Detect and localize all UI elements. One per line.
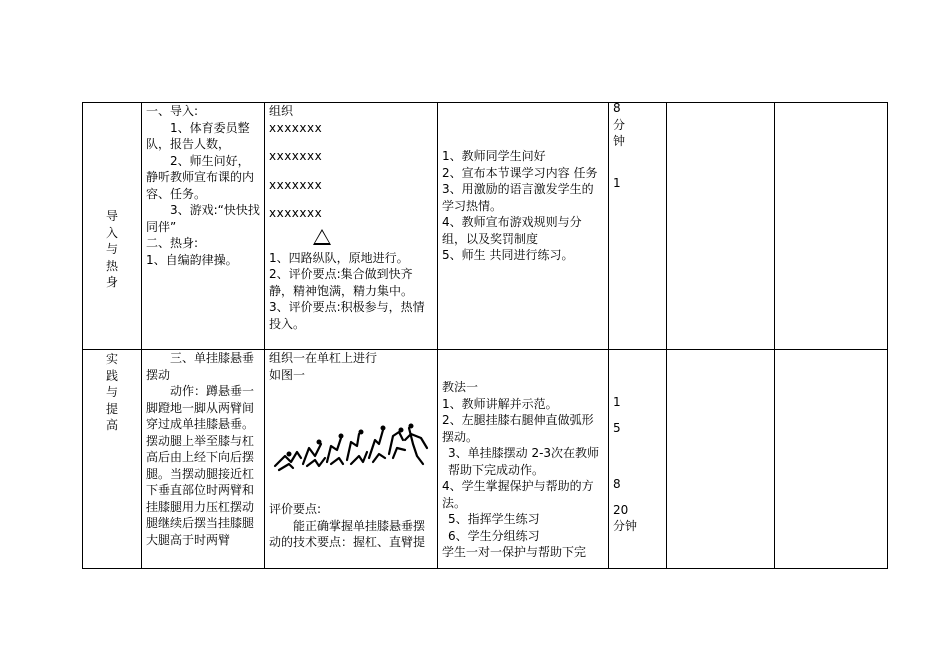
time-text: 8 bbox=[613, 102, 621, 115]
method-item: 2、宣布本节课学习内容 任务 bbox=[442, 165, 598, 180]
section-char: 高 bbox=[105, 418, 118, 432]
method-item: 3、单挂膝摆动 2-3次在教师帮助下完成动作。 bbox=[448, 446, 600, 477]
section-char: 践 bbox=[105, 368, 118, 383]
method-item: 4、教师宣布游戏规则与分组，以及奖罚制度 bbox=[442, 215, 582, 246]
method-item: 6、学生分组练习 bbox=[448, 528, 540, 543]
section-char: 与 bbox=[105, 385, 118, 399]
section-char: 导 bbox=[105, 209, 118, 223]
empty-cell bbox=[666, 102, 774, 349]
count-text: 8 bbox=[613, 477, 621, 491]
empty-cell bbox=[774, 349, 888, 569]
section-char: 提 bbox=[105, 401, 118, 416]
count-text: 1 bbox=[613, 395, 621, 409]
org-title: 组织一在单杠上进行 bbox=[269, 351, 378, 365]
section-char: 身 bbox=[105, 275, 118, 289]
content-item: 2、师生问好，静听教师宣布课的内容、任务。 bbox=[146, 153, 255, 201]
method-item: 学生一对一保护与帮助下完 bbox=[442, 545, 587, 559]
time-text: 分钟 bbox=[613, 519, 638, 533]
empty-cell bbox=[774, 102, 888, 349]
gymnast-sequence-figure bbox=[271, 404, 431, 482]
time-text: 20 bbox=[613, 502, 629, 517]
org-note: 2、评价要点:集合做到快齐静，精神饱满，精力集中。 bbox=[269, 267, 414, 298]
content-item: 3、游戏:“快快找同伴” bbox=[146, 203, 260, 234]
content-item: 1、体育委员整队，报告人数， bbox=[146, 120, 250, 151]
method-item: 1、教师同学生问好 bbox=[442, 149, 546, 163]
method-item: 1、教师讲解并示范。 bbox=[442, 396, 558, 411]
time-text: 钟 bbox=[613, 134, 626, 148]
methods-cell bbox=[437, 349, 608, 569]
table-row-warmup bbox=[82, 102, 888, 349]
content-heading: 一、导入: bbox=[146, 104, 199, 118]
section-label-practice bbox=[83, 351, 141, 434]
method-item: 5、师生 共同进行练习。 bbox=[442, 248, 574, 262]
section-char: 入 bbox=[105, 225, 118, 240]
method-title: 教法一 bbox=[442, 380, 479, 394]
formation-row: xxxxxxx bbox=[269, 177, 323, 192]
formation-row: xxxxxxx bbox=[269, 149, 323, 163]
section-cell bbox=[82, 102, 141, 349]
time-cell bbox=[608, 102, 666, 349]
organization-cell bbox=[264, 349, 437, 569]
method-item: 4、学生掌握保护与帮助的方法。 bbox=[442, 479, 594, 510]
content-heading: 三、单挂膝悬垂摆动 bbox=[146, 351, 255, 382]
content-body: 动作：蹲悬垂一脚蹬地一脚从两臂间穿过成单挂膝悬垂。摆动腿上举至膝与杠高后由上经下向后摆腿。当摆动腿接近杠下垂直部位时两臂和挂膝腿用力压杠摆动腿继续后摆当挂膝腿大腿高于时两臂 bbox=[146, 384, 255, 547]
count-text: 5 bbox=[613, 420, 621, 435]
organization-cell bbox=[264, 102, 437, 349]
org-note: 3、评价要点:积极参与，热情投入。 bbox=[269, 300, 425, 331]
content-item: 1、自编韵律操。 bbox=[146, 252, 238, 267]
lesson-plan-table bbox=[82, 102, 888, 569]
section-char: 与 bbox=[105, 242, 118, 256]
org-title: 组织 bbox=[269, 104, 294, 118]
table-row-practice bbox=[82, 349, 888, 569]
eval-body: 能正确掌握单挂膝悬垂摆动的技术要点：握杠、直臂提 bbox=[269, 518, 426, 549]
method-item: 3、用激励的语言激发学生的学习热情。 bbox=[442, 182, 594, 213]
methods-cell bbox=[437, 102, 608, 349]
section-label-warmup bbox=[83, 208, 141, 291]
method-item: 5、指挥学生练习 bbox=[448, 512, 540, 526]
content-heading: 二、热身: bbox=[146, 236, 199, 250]
section-char: 实 bbox=[105, 352, 118, 366]
org-figure-caption: 如图一 bbox=[269, 367, 306, 382]
eval-title: 评价要点: bbox=[269, 502, 322, 516]
empty-cell bbox=[666, 349, 774, 569]
org-note: 1、四路纵队，原地进行。 bbox=[269, 250, 409, 265]
count-text: 1 bbox=[613, 175, 621, 190]
content-cell bbox=[141, 349, 264, 569]
time-text: 分 bbox=[613, 117, 626, 132]
formation-row: xxxxxxx bbox=[269, 206, 323, 220]
teacher-triangle-icon bbox=[313, 229, 331, 245]
time-cell bbox=[608, 349, 666, 569]
content-cell bbox=[141, 102, 264, 349]
method-item: 2、左腿挂膝右腿伸直做弧形摆动。 bbox=[442, 413, 594, 444]
section-char: 热 bbox=[105, 258, 118, 273]
formation-row: xxxxxxx bbox=[269, 120, 323, 135]
section-cell bbox=[82, 349, 141, 569]
